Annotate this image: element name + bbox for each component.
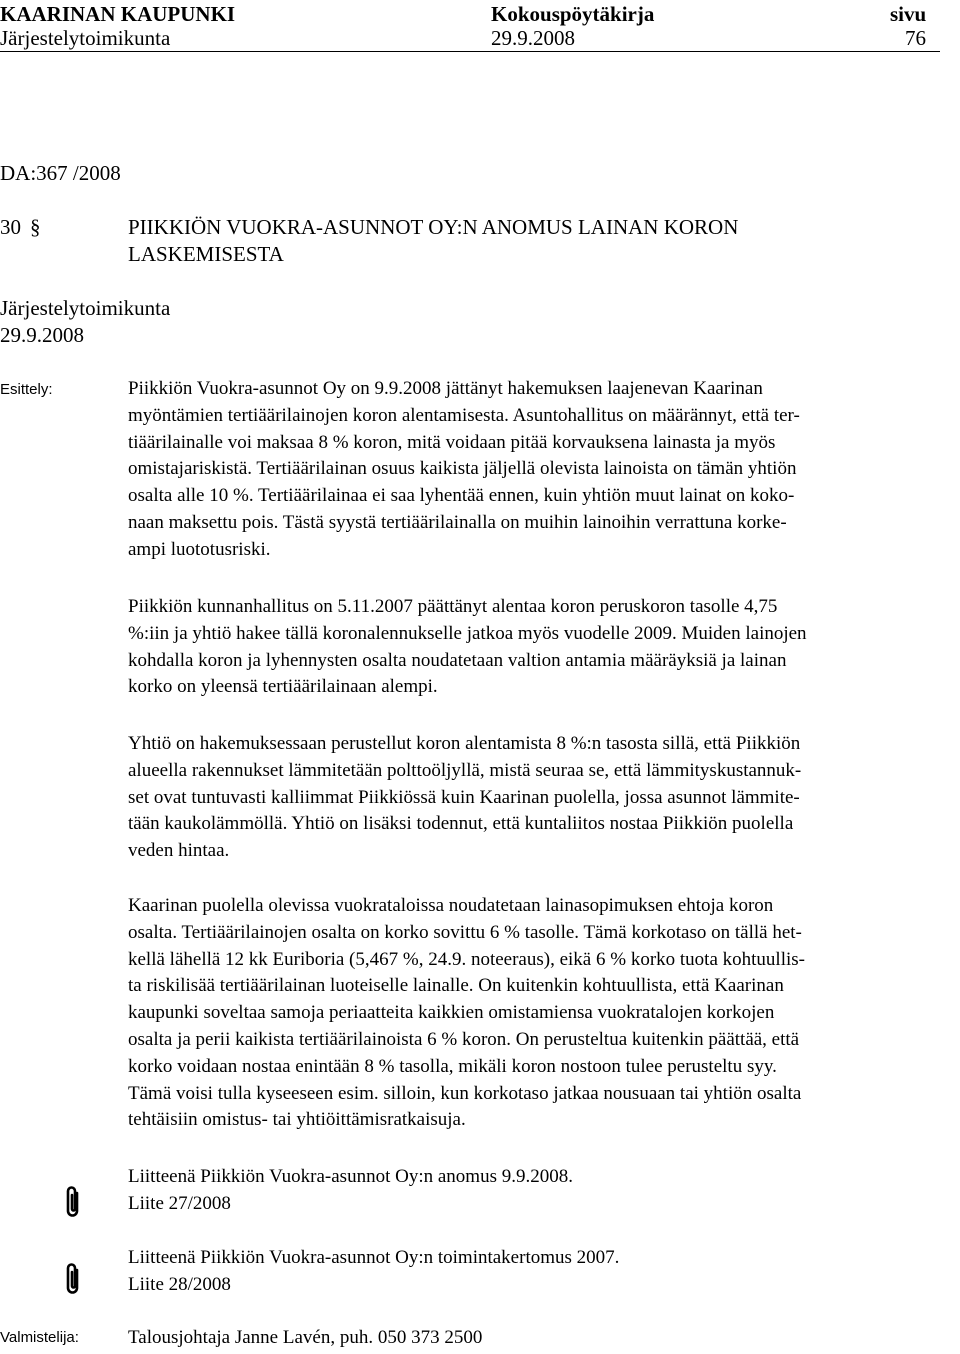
section-sign: § (30, 215, 41, 239)
presentation-label: Esittely: (0, 381, 53, 398)
paragraph-line: Piikkiön kunnanhallitus on 5.11.2007 päättänyt alentaa koron peruskoron tasolle 4,75 (128, 596, 778, 617)
paragraph-line: Piikkiön Vuokra-asunnot Oy on 9.9.2008 jättänyt hakemuksen laajenevan Kaarinan (128, 378, 763, 399)
paragraph-line: omistajariskistä. Tertiäärilainan osuus kaikista jäljellä olevista lainoista on tämän yhtiön (128, 458, 797, 480)
header-date: 29.9.2008 (491, 26, 575, 50)
paragraph-line: Kaarinan puolella olevissa vuokrataloissa noudatetaan lainasopimuksen ehtoja koron (128, 895, 774, 916)
paragraph-line: osalta. Tertiäärilainojen osalta on korko sovittu 6 % tasolle. Tämä korkotaso on tällä het- (128, 921, 802, 943)
paperclip-icon (64, 1262, 84, 1296)
committee-date: 29.9.2008 (0, 323, 84, 347)
paragraph-line: kohdalla koron ja lyhennysten osalta noudatetaan valtion antamia määräyksiä ja lainan (128, 649, 787, 671)
attachment-1-text: Liitteenä Piikkiön Vuokra-asunnot Oy:n anomus 9.9.2008. (128, 1166, 573, 1187)
paragraph-line: tiäärilainalle voi maksaa 8 % koron, mitä voidaan pitää korvauksena lainasta ja myös (128, 431, 776, 453)
paragraph-line: ta riskilisää tertiäärilainan luoteiselle lainalle. On kuitenkin kohtuullista, että Kaarinan (128, 975, 784, 997)
paragraph-3 (128, 731, 960, 865)
paragraph-line: osalta alle 10 %. Tertiäärilainaa ei saa lyhentää ennen, kuin yhtiön muut lainat on koko- (128, 485, 795, 507)
committee-name: Järjestelytoimikunta (0, 296, 171, 320)
case-title-line-1: PIIKKIÖN VUOKRA-ASUNNOT OY:N ANOMUS LAINAN KORON (128, 215, 739, 239)
paragraph-line: korko on yleensä tertiäärilainaan alempi. (128, 676, 438, 698)
paragraph-2 (128, 594, 960, 701)
paragraph-line: alueella rakennukset lämmitetään polttoöljyllä, mistä seuraa se, että lämmityskustannuk- (128, 759, 802, 781)
case-ref: DA:367 /2008 (0, 161, 121, 185)
preparer-value: Talousjohtaja Janne Lavén, puh. 050 373 2500 (128, 1327, 483, 1348)
paragraph-line: Yhtiö on hakemuksessaan perustellut koron alentamista 8 %:n tasosta sillä, että Piikkiön (128, 733, 801, 754)
paperclip-icon (64, 1185, 84, 1219)
paragraph-line: osalta ja perii kaikista tertiäärilainoista 6 % koron. On perusteltua kuitenkin päättää, että (128, 1028, 800, 1050)
attachment-2-text: Liitteenä Piikkiön Vuokra-asunnot Oy:n toimintakertomus 2007. (128, 1247, 620, 1268)
paragraph-4 (128, 893, 960, 1134)
page-label: sivu (890, 2, 927, 26)
header-rule (0, 51, 940, 52)
attachment-1-ref: Liite 27/2008 (128, 1193, 231, 1214)
section-number: 30 (0, 215, 21, 239)
preparer-label: Valmistelija: (0, 1329, 79, 1346)
paragraph-line: Tämä voisi tulla kyseeseen esim. silloin, kun korkotaso jatkaa nousuaan tai yhtiön osalta (128, 1082, 802, 1104)
case-title-line-2: LASKEMISESTA (128, 242, 284, 266)
paragraph-line: myöntämien tertiäärilainojen koron alentamisesta. Asuntohallitus on määrännyt, että ter- (128, 404, 800, 426)
paragraph-line: kaupunki soveltaa samoja periaatteita kaikkien omistamiensa vuokratalojen korkojen (128, 1002, 775, 1024)
paragraph-line: tehtäisiin omistus- tai yhtiöittämisratkaisuja. (128, 1109, 466, 1131)
paragraph-line: %:iin ja yhtiö hakee tällä koronalennukselle jatkoa myös vuodelle 2009. Muiden lainojen (128, 622, 807, 644)
doc-type: Kokouspöytäkirja (491, 2, 655, 26)
paragraph-line: naan maksettu pois. Tästä syystä tertiäärilainalla on muihin lainoihin verrattuna korke- (128, 511, 787, 533)
paragraph-line: set ovat tuntuvasti kalliimmat Piikkiössä kuin Kaarinan puolella, jossa asunnot lämmite- (128, 786, 800, 808)
paragraph-1 (128, 376, 960, 564)
paragraph-line: ampi luototusriski. (128, 538, 271, 560)
paragraph-line: kellä lähellä 12 kk Euriboria (5,467 %, 24.9. noteeraus), eikä 6 % korko tuota kohtuullis- (128, 948, 805, 970)
paragraph-line: veden hintaa. (128, 840, 230, 862)
paragraph-line: tään kaukolämmöllä. Yhtiö on lisäksi todennut, että kuntaliitos nostaa Piikkiön puolella (128, 813, 794, 835)
attachment-2-ref: Liite 28/2008 (128, 1274, 231, 1295)
org-name: KAARINAN KAUPUNKI (0, 2, 236, 26)
header-body: Järjestelytoimikunta (0, 26, 171, 50)
page-number: 76 (905, 26, 926, 50)
paragraph-line: korko voidaan nostaa enintään 8 % tasolla, mikäli koron nostoon tulee perusteltu syy. (128, 1055, 777, 1077)
